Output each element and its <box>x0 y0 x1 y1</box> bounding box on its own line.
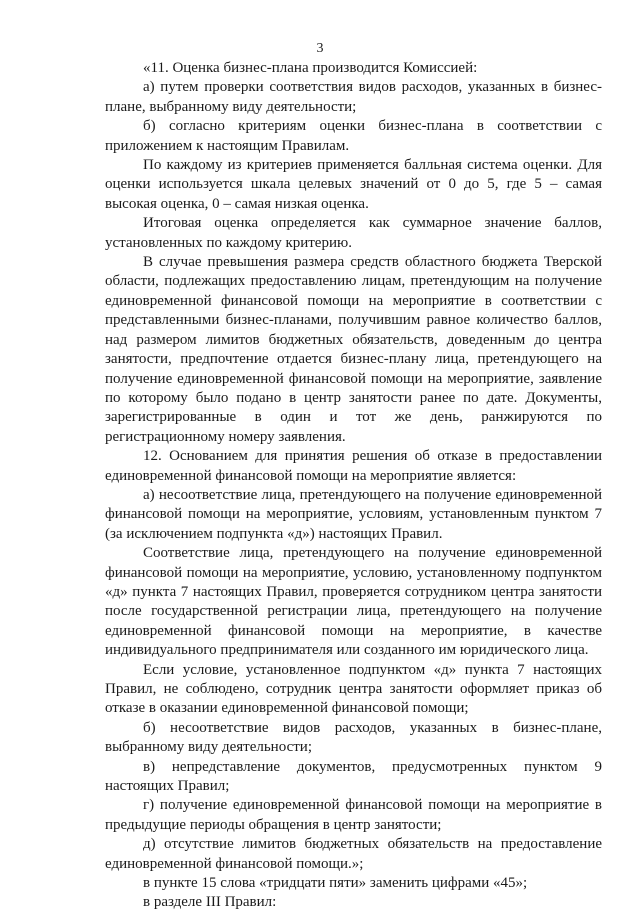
paragraph-section-3: в разделе III Правил: <box>143 894 277 911</box>
paragraph-12-intro: 12. Основанием для принятия решения об отказе в предоставлении единовременной финансовой помощи на мероприятие является: <box>105 448 602 484</box>
paragraph-scoring-scale: По каждому из критериев применяется балльная система оценки. Для оценки используется шкала целевых значений от 0 до 5, где 5 – самая высокая оценка, 0 – самая низкая оценка. <box>105 157 602 212</box>
document-body <box>105 59 602 913</box>
paragraph-12-g: г) получение единовременной финансовой помощи на мероприятие в предыдущие периоды обращения в центр занятости; <box>105 797 602 833</box>
paragraph-12-a: а) несоответствие лица, претендующего на получение единовременной финансовой помощи на мероприятие, условиям, установленным пунктом 7 (за исключением подпункта «д») настоящих Правил. <box>105 486 602 542</box>
paragraph-11-a: а) путем проверки соответствия видов расходов, указанных в бизнес-плане, выбранному виду деятельности; <box>105 79 602 115</box>
paragraph-11-intro: «11. Оценка бизнес-плана производится Комиссией: <box>143 60 478 76</box>
paragraph-point-15: в пункте 15 слова «тридцати пяти» заменить цифрами «45»; <box>143 875 528 892</box>
paragraph-12-v: в) непредставление документов, предусмотренных пунктом 9 настоящих Правил; <box>105 758 602 795</box>
paragraph-12-d: д) отсутствие лимитов бюджетных обязательств на предоставление единовременной финансовой помощи.»; <box>105 836 602 872</box>
paragraph-11-b: б) согласно критериям оценки бизнес-плана в соответствии с приложением к настоящим Правилам. <box>105 118 602 154</box>
paragraph-refusal-order: Если условие, установленное подпунктом «д» пункта 7 настоящих Правил, не соблюдено, сотрудник центра занятости оформляет приказ об отказе в оказании единовременной финансовой помощи; <box>105 661 602 717</box>
paragraph-12-b: б) несоответствие видов расходов, указанных в бизнес-плане, выбранному виду деятельности; <box>105 719 602 756</box>
page-number: 3 <box>316 41 324 56</box>
paragraph-final-score: Итоговая оценка определяется как суммарное значение баллов, установленных по каждому критерию. <box>105 215 602 251</box>
paragraph-budget-excess: В случае превышения размера средств областного бюджета Тверской области, подлежащих предоставлению лицам, претендующим на получение единовременной финансовой помощи на мероприятие в соответствии с представленными бизнес-планами, получившим равное количество баллов, над размером лимитов бюджетных обязательств, доведенным до центра занятости, предпочтение отдается бизнес-плану лица, претендующего на получение единовременной финансовой помощи на мероприятие, заявление по которому было подано в центр занятости ранее по дате. Документы, зарегистрированные в один и тот же день, ранжируются по регистрационному номеру заявления. <box>105 254 602 445</box>
paragraph-compliance-check: Соответствие лица, претендующего на получение единовременной финансовой помощи на мероприятие, условию, установленному подпунктом «д» пункта 7 настоящих Правил, проверяется сотрудником центра занятости после государственной регистрации лица, претендующего на получение единовременной финансовой помощи на мероприятие, в качестве индивидуального предпринимателя или созданного им юридического лица. <box>105 545 602 659</box>
